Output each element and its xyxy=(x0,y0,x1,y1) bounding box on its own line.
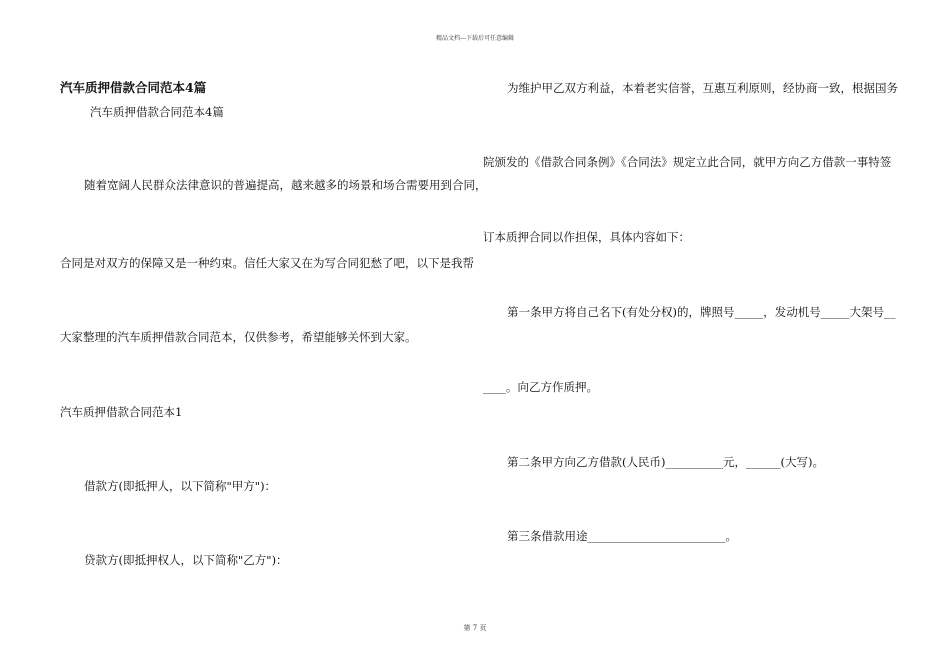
clause-1-line-2: ____。向乙方作质押。 xyxy=(483,380,598,394)
intro-paragraph-line-2: 合同是对双方的保障又是一种约束。信任大家又在为写合同犯愁了吧，以下是我帮 xyxy=(60,256,474,270)
clause-3-line: 第三条借款用途________________________。 xyxy=(507,529,737,543)
document-subtitle: 汽车质押借款合同范本4篇 xyxy=(90,105,224,119)
section-heading: 汽车质押借款合同范本1 xyxy=(60,405,183,419)
intro-paragraph-line-3: 大家整理的汽车质押借款合同范本，仅供参考，希望能够关怀到大家。 xyxy=(60,330,417,344)
body-paragraph-line-2: 院颁发的《借款合同条例》《合同法》规定立此合同，就甲方向乙方借款一事特签 xyxy=(483,155,892,169)
body-paragraph-line-3: 订本质押合同以作担保，具体内容如下： xyxy=(483,230,690,244)
intro-paragraph-line-1: 随着宽阔人民群众法律意识的普遍提高，越来越多的场景和场合需要用到合同， xyxy=(84,178,487,192)
body-paragraph-line-1: 为维护甲乙双方利益，本着老实信誉，互惠互利原则，经协商一致，根据国务 xyxy=(507,81,898,95)
page-number: 第 7 页 xyxy=(463,624,487,632)
page-header: 精品文档---下载后可任意编辑 xyxy=(435,35,515,42)
lender-line: 贷款方(即抵押权人，以下简称"乙方")： xyxy=(84,553,288,567)
clause-1-line-1: 第一条甲方将自己名下(有处分权)的，牌照号_____，发动机号_____大架号__ xyxy=(507,305,896,319)
clause-2-line: 第二条甲方向乙方借款(人民币)__________元，______(大写)。 xyxy=(507,455,824,469)
borrower-line: 借款方(即抵押人，以下简称"甲方")： xyxy=(84,479,277,493)
document-title: 汽车质押借款合同范本4篇 xyxy=(60,80,207,95)
